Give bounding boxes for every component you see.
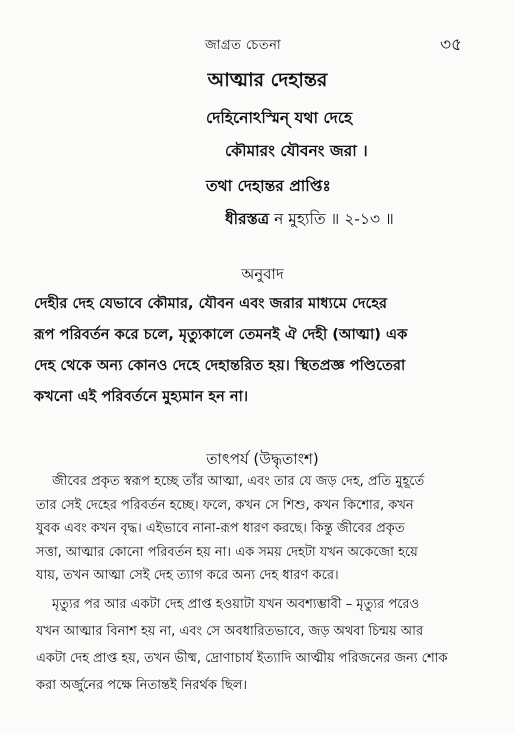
- verse-line-4: [225, 207, 394, 233]
- translation-text: [34, 288, 496, 412]
- purport-paragraph-2: [36, 591, 498, 699]
- translation-line: দেহ থেকে অন্য কোনও দেহে দেহান্তরিত হয়। স্থিতপ্রজ্ঞ পণ্ডিতেরা: [34, 357, 406, 374]
- purport-line: একটা দেহ প্রাপ্ত হয়, তখন ভীষ্ম, দ্রোণাচার্য ইত্যাদি আত্মীয় পরিজনের জন্য শোক: [36, 651, 448, 666]
- verse-line-3: তথা দেহান্তর প্রাপ্তিঃ: [206, 177, 331, 195]
- purport-line: জীবের প্রকৃত স্বরূপ হচ্ছে তাঁর আত্মা, এবং তার যে জড় দেহ, প্রতি মুহূর্তে: [52, 474, 425, 489]
- purport-line: মৃত্যুর পর আর একটা দেহ প্রাপ্ত হওয়াটা যখন অবশ্যম্ভাবী – মৃত্যুর পরেও: [52, 597, 420, 612]
- purport-paragraph-1: [36, 470, 498, 588]
- translation-line: দেহীর দেহ যেভাবে কৌমার, যৌবন এবং জরার মাধ্যমে দেহের: [34, 295, 388, 312]
- purport-line: যখন আত্মার বিনাশ হয় না, এবং সে অবধারিতভাবে, জড় অথবা চিন্ময় আর: [36, 624, 424, 639]
- page-number: ৩৫: [440, 35, 463, 55]
- verse-line-4-rest: ন মুহ্যতি ॥ ২-১৩ ॥: [269, 210, 394, 228]
- running-title: জাগ্রত চেতনা: [205, 38, 282, 53]
- verse-line-1: দেহিনোঽস্মিন্ যথা দেহে: [206, 109, 353, 127]
- purport-heading: তাৎপর্য (উদ্ধৃতাংশ): [206, 450, 319, 468]
- chapter-title: আত্মার দেহান্তর: [207, 69, 328, 91]
- verse-line-4-main: ধীরস্তত্র: [225, 210, 270, 228]
- translation-heading: অনুবাদ: [241, 265, 284, 283]
- translation-line: কখনো এই পরিবর্তনে মুহ্যমান হন না।: [34, 388, 249, 405]
- purport-line: তার সেই দেহের পরিবর্তন হচ্ছে। ফলে, কখন সে শিশু, কখন কিশোর, কখন: [36, 497, 414, 513]
- purport-line: যুবক এবং কখন বৃদ্ধ। এইভাবে নানা-রূপ ধারণ করছে। কিন্তু জীবের প্রকৃত: [36, 521, 405, 537]
- purport-line: যায়, তখন আত্মা সেই দেহ ত্যাগ করে অন্য দেহ ধারণ করে।: [36, 568, 339, 584]
- purport-line: সত্তা, আত্মার কোনো পরিবর্তন হয় না। এক সময় দেহটা যখন অকেজো হয়ে: [36, 544, 418, 560]
- purport-line: করা অর্জুনের পক্ষে নিতান্তই নিরর্থক ছিল।: [36, 678, 248, 693]
- verse-line-2: কৌমারং যৌবনং জরা ।: [225, 142, 368, 160]
- translation-line: রূপ পরিবর্তন করে চলে, মৃত্যুকালে তেমনই ঐ দেহী (আত্মা) এক: [34, 326, 408, 343]
